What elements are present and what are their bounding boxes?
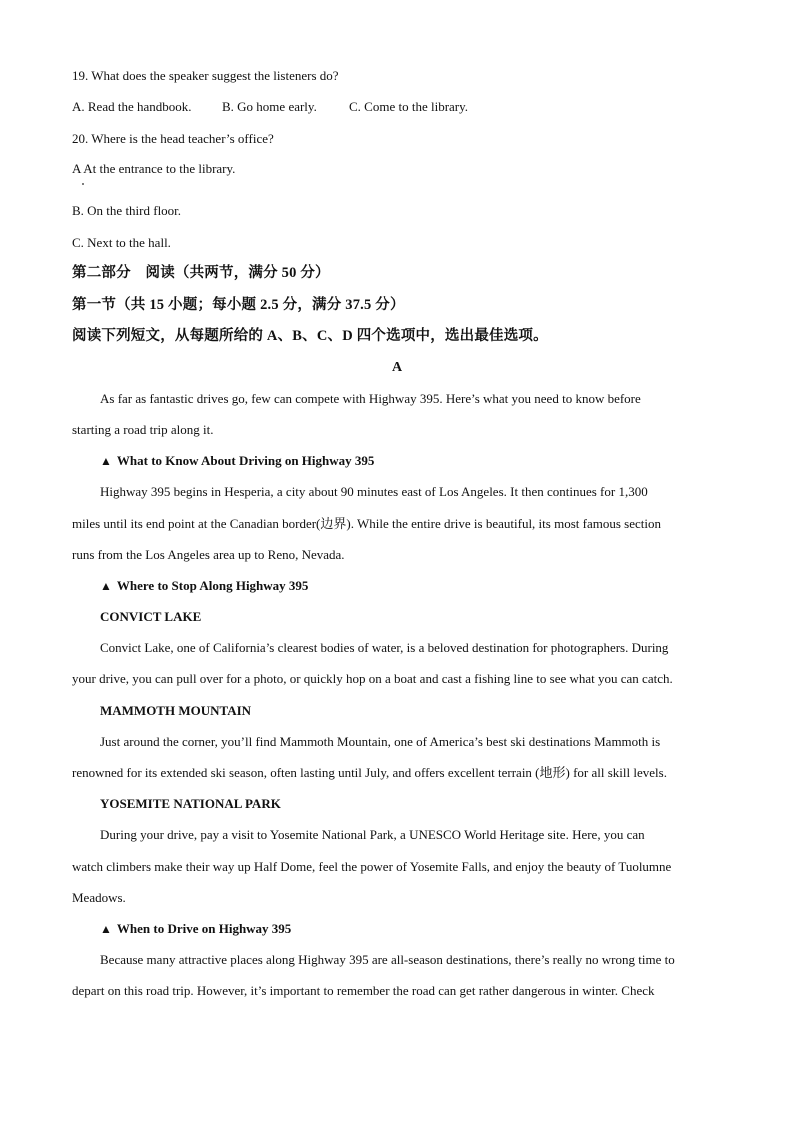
mammoth-line-2: renowned for its extended ski season, often lasting until July, and offers excellent terrain (地形) for all skill levels. xyxy=(72,765,667,780)
triangle-icon: ▲ xyxy=(100,922,112,936)
question-19: 19. What does the speaker suggest the listeners do? xyxy=(72,68,339,83)
intro-line-1: As far as fantastic drives go, few can compete with Highway 395. Here’s what you need to know before xyxy=(100,391,641,406)
question-19-options xyxy=(72,99,469,115)
convict-line-2: your drive, you can pull over for a photo, or quickly hop on a boat and cast a fishing line to see what you can catch. xyxy=(72,671,673,686)
option-20-c: C. Next to the hall. xyxy=(72,235,171,250)
section-one-heading: 第一节（共 15 小题；每小题 2.5 分，满分 37.5 分） xyxy=(72,297,405,313)
intro-line-2: starting a road trip along it. xyxy=(72,422,214,437)
yosemite-title: YOSEMITE NATIONAL PARK xyxy=(100,796,281,811)
heading-where-to-stop: ▲ Where to Stop Along Highway 395 xyxy=(100,578,309,593)
option-20-b: B. On the third floor. xyxy=(72,203,182,218)
when-line-1: Because many attractive places along Highway 395 are all-season destinations, there’s really no wrong time to xyxy=(100,952,675,967)
yosemite-line-3: Meadows. xyxy=(72,890,126,905)
when-line-2: depart on this road trip. However, it’s important to remember the road can get rather dangerous in winter. Check xyxy=(72,983,655,998)
mammoth-title: MAMMOTH MOUNTAIN xyxy=(100,703,252,718)
option-19-c: C. Come to the library. xyxy=(349,99,469,114)
reading-instruction: 阅读下列短文，从每题所给的 A、B、C、D 四个选项中，选出最佳选项。 xyxy=(72,328,548,344)
dot-mark xyxy=(82,183,84,185)
option-19-b: B. Go home early. xyxy=(222,99,317,114)
heading-when-to-drive: ▲ When to Drive on Highway 395 xyxy=(100,921,292,936)
triangle-icon: ▲ xyxy=(100,454,112,468)
option-20-a: A At the entrance to the library. xyxy=(72,161,236,176)
know-line-2: miles until its end point at the Canadian border(边界). While the entire drive is beautiful, its most famous section xyxy=(72,516,661,531)
heading-what-to-know: ▲ What to Know About Driving on Highway 395 xyxy=(100,453,375,468)
know-line-3: runs from the Los Angeles area up to Reno, Nevada. xyxy=(72,547,345,562)
passage-label: A xyxy=(391,360,403,375)
option-19-a: A. Read the handbook. xyxy=(72,99,192,114)
triangle-icon: ▲ xyxy=(100,579,112,593)
convict-lake-title: CONVICT LAKE xyxy=(100,609,202,624)
mammoth-line-1: Just around the corner, you’ll find Mammoth Mountain, one of America’s best ski destinations Mammoth is xyxy=(100,734,661,749)
yosemite-line-2: watch climbers make their way up Half Dome, feel the power of Yosemite Falls, and enjoy the beauty of Tuolumne xyxy=(72,859,672,874)
part-two-heading: 第二部分 阅读（共两节，满分 50 分） xyxy=(72,265,330,281)
yosemite-line-1: During your drive, pay a visit to Yosemite National Park, a UNESCO World Heritage site. Here, you can xyxy=(100,827,645,842)
know-line-1: Highway 395 begins in Hesperia, a city about 90 minutes east of Los Angeles. It then continues for 1,300 xyxy=(100,484,648,499)
convict-line-1: Convict Lake, one of California’s clearest bodies of water, is a beloved destination for photographers. During xyxy=(100,640,669,655)
question-20: 20. Where is the head teacher’s office? xyxy=(72,131,274,146)
